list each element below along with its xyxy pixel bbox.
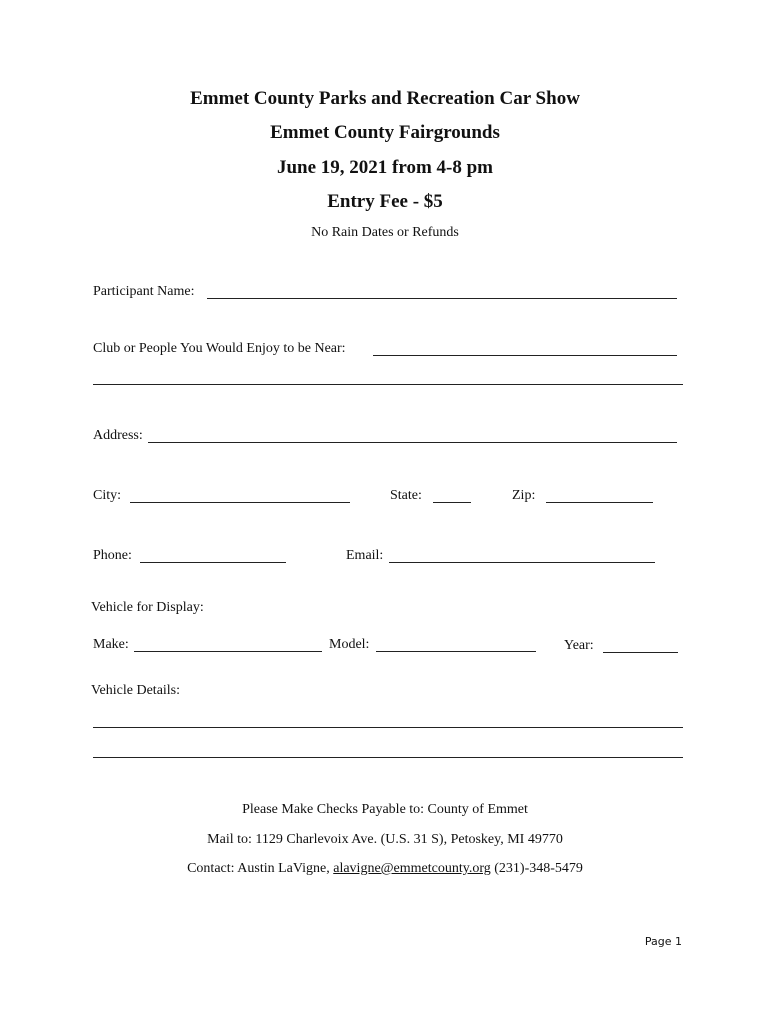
mail-to-text: Mail to: 1129 Charlevoix Ave. (U.S. 31 S), Petoskey, MI 49770 (207, 832, 563, 847)
zip-field[interactable] (546, 502, 653, 503)
vehicle-details-line-2[interactable] (93, 757, 683, 758)
club-label: Club or People You Would Enjoy to be Near: (93, 341, 346, 356)
club-field[interactable] (373, 355, 677, 356)
vehicle-heading: Vehicle for Display: (91, 600, 204, 615)
model-field[interactable] (376, 651, 536, 652)
vehicle-details-label: Vehicle Details: (91, 683, 181, 698)
state-field[interactable] (433, 502, 471, 503)
address-field[interactable] (148, 442, 677, 443)
contact-email-link[interactable]: alavigne@emmetcounty.org (333, 861, 491, 876)
model-label: Model: (329, 637, 370, 652)
participant-name-field[interactable] (207, 298, 677, 299)
date-heading: June 19, 2021 from 4-8 pm (276, 157, 494, 178)
make-label: Make: (93, 637, 129, 652)
email-label: Email: (346, 548, 384, 563)
no-refund-note: No Rain Dates or Refunds (311, 225, 459, 240)
contact-phone: (231)-348-5479 (490, 861, 583, 876)
city-field[interactable] (130, 502, 350, 503)
document-title: Emmet County Parks and Recreation Car Show (190, 88, 580, 109)
make-field[interactable] (134, 651, 322, 652)
contact-prefix: Contact: Austin LaVigne, (187, 861, 334, 876)
club-field-line-2[interactable] (93, 384, 683, 385)
contact-line (0, 861, 770, 877)
participant-name-label: Participant Name: (93, 284, 195, 299)
page-number: Page 1 (644, 935, 682, 948)
vehicle-details-line-1[interactable] (93, 727, 683, 728)
email-field[interactable] (389, 562, 655, 563)
address-label: Address: (93, 428, 143, 443)
state-label: State: (390, 488, 422, 503)
city-label: City: (93, 488, 122, 503)
checks-payable-text: Please Make Checks Payable to: County of Emmet (242, 802, 528, 817)
venue-heading: Emmet County Fairgrounds (270, 122, 500, 143)
zip-label: Zip: (512, 488, 536, 503)
phone-field[interactable] (140, 562, 286, 563)
fee-heading: Entry Fee - $5 (327, 191, 443, 212)
year-label: Year: (564, 638, 594, 653)
phone-label: Phone: (93, 548, 132, 563)
year-field[interactable] (603, 652, 678, 653)
